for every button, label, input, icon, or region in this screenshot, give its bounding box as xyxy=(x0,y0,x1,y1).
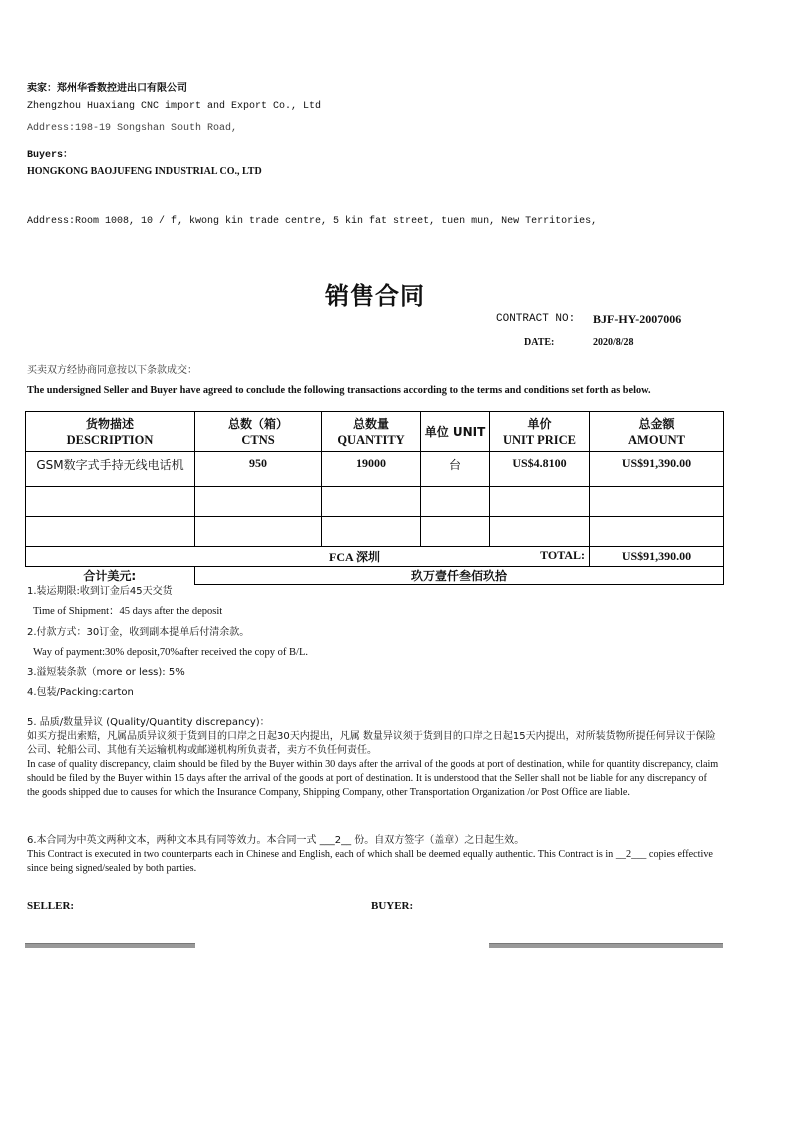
empty-cell xyxy=(195,517,322,547)
empty-cell xyxy=(590,487,724,517)
intro-cn: 买卖双方经协商同意按以下条款成交： xyxy=(27,365,197,376)
seller-signature-line xyxy=(25,943,195,948)
seller-address: Address:198-19 Songshan South Road, xyxy=(27,123,238,134)
term-5-title: 5. 品质/数量异议 (Quality/Quantity discrepancy)： xyxy=(27,717,270,728)
empty-cell xyxy=(26,517,195,547)
table-row xyxy=(26,487,724,517)
table-row xyxy=(26,517,724,547)
sum-row xyxy=(26,567,724,585)
fca-term: FCA 深圳 xyxy=(329,550,381,564)
cell-ctns: 950 xyxy=(195,452,322,487)
term-5-en: In case of quality discrepancy, claim should be filed by the Buyer within 30 days after the arrival of the goods at port of destination, while for quantity discrepancy, claim should be filed by the Buyer within 15 days after the arrival of the goods at port of destination. It is understood that the Seller shall not be liable for any discrepancy of the goods shipped due to causes for which the Insurance Company, Shipping Company, other Transportation Organization /or Post Office are liable. xyxy=(27,759,719,798)
term-5-cn: 如买方提出索赔，凡属品质异议须于货到目的口岸之日起30天内提出，凡属 数量异议须于货到目的口岸之日起15天内提出，对所装货物所提任何异议于保险 公司、轮船公司、其他有关运输机构或邮递机构所负责者，卖方不负任何责任。 xyxy=(27,731,716,756)
empty-cell xyxy=(421,487,490,517)
header-unit: 单位 UNIT xyxy=(421,412,490,452)
date-value: 2020/8/28 xyxy=(593,337,634,348)
seller-name-en: Zhengzhou Huaxiang CNC import and Export Co., Ltd xyxy=(27,101,322,112)
term-2-en: Way of payment:30% deposit,70%after received the copy of B/L. xyxy=(33,647,308,658)
empty-cell xyxy=(195,487,322,517)
seller-name-cn: 卖家：郑州华香数控进出口有限公司 xyxy=(27,83,187,94)
header-ctns: 总数（箱） CTNS xyxy=(195,412,322,452)
buyer-label: Buyers： xyxy=(27,150,74,161)
total-row xyxy=(26,547,724,567)
empty-cell xyxy=(590,517,724,547)
term-3: 3.溢短装条款（more or less): 5% xyxy=(27,667,185,678)
cell-unit: 台 xyxy=(421,452,490,487)
contract-no-label: CONTRACT NO: xyxy=(496,313,576,325)
empty-cell xyxy=(322,517,421,547)
seller-signature-label: SELLER: xyxy=(27,900,75,912)
buyer-address: Address:Room 1008, 10 / f, kwong kin trade centre, 5 kin fat street, tuen mun, New Territories, xyxy=(27,216,598,227)
header-amount: 总金额 AMOUNT xyxy=(590,412,724,452)
cell-quantity: 19000 xyxy=(322,452,421,487)
contract-no-value: BJF-HY-2007006 xyxy=(593,312,682,326)
header-unit-price: 单价 UNIT PRICE xyxy=(490,412,590,452)
goods-table xyxy=(25,411,724,585)
cell-amount: US$91,390.00 xyxy=(590,452,724,487)
cell-description: GSM数字式手持无线电话机 xyxy=(26,452,195,487)
empty-cell xyxy=(490,487,590,517)
empty-cell xyxy=(322,487,421,517)
page-title: 销售合同 xyxy=(325,282,425,310)
intro-en: The undersigned Seller and Buyer have agreed to conclude the following transactions according to the terms and conditions set forth as below. xyxy=(27,385,651,396)
table-header-row xyxy=(26,412,724,452)
buyer-signature-line xyxy=(489,943,723,948)
total-label: TOTAL: xyxy=(540,548,585,562)
total-amount: US$91,390.00 xyxy=(590,547,724,567)
term-4: 4.包装/Packing:carton xyxy=(27,687,134,698)
empty-cell xyxy=(490,517,590,547)
header-quantity: 总数量 QUANTITY xyxy=(322,412,421,452)
term-6-en: This Contract is executed in two counterparts each in Chinese and English, each of which shall be deemed equally authentic. This Contract is in __2___ copies effective since being signed/sealed by both parties. xyxy=(27,849,713,874)
cell-unit-price: US$4.8100 xyxy=(490,452,590,487)
table-row xyxy=(26,452,724,487)
term-1-en: Time of Shipment：45 days after the deposit xyxy=(33,606,223,617)
sum-label: 合计美元: xyxy=(26,567,195,585)
buyer-name: HONGKONG BAOJUFENG INDUSTRIAL CO., LTD xyxy=(27,166,262,177)
empty-cell xyxy=(26,487,195,517)
total-row-label-cell xyxy=(26,547,590,567)
buyer-signature-label: BUYER: xyxy=(371,900,414,912)
date-label: DATE: xyxy=(524,337,555,348)
sum-words: 玖万壹仟叁佰玖拾 xyxy=(195,567,724,585)
empty-cell xyxy=(421,517,490,547)
term-2-cn: 2.付款方式：30订金，收到副本提单后付清余款。 xyxy=(27,627,250,638)
header-description: 货物描述 DESCRIPTION xyxy=(26,412,195,452)
term-1-cn: 1.装运期限:收到订金后45天交货 xyxy=(27,586,173,597)
term-6-cn: 6.本合同为中英文两种文本，两种文本具有同等效力。本合同一式 ___2__ 份。自双方签字（盖章）之日起生效。 xyxy=(27,835,525,846)
